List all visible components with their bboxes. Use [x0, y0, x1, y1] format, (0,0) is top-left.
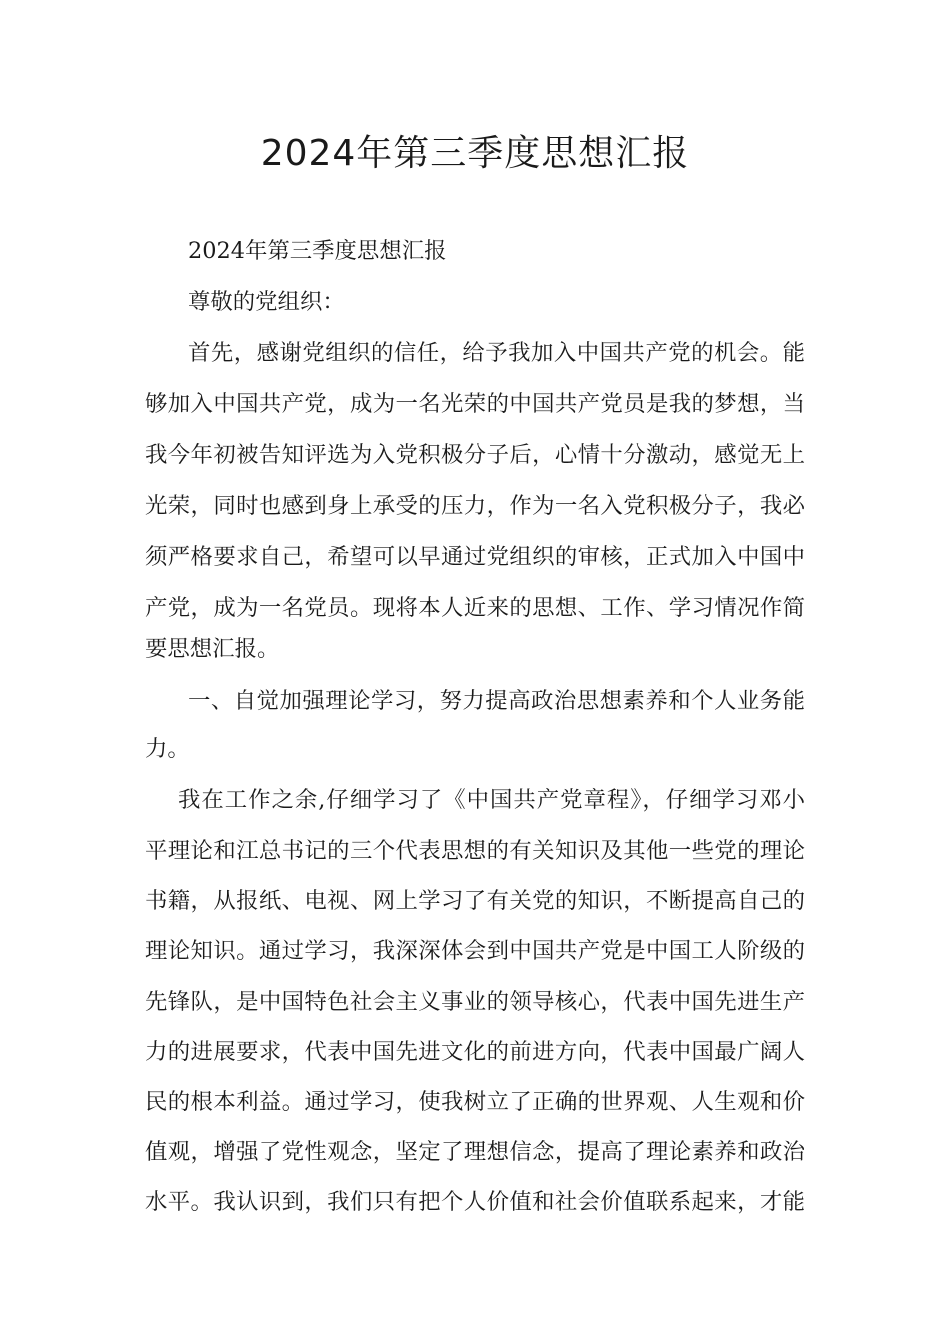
body-line: 民的根本利益。通过学习，使我树立了正确的世界观、人生观和价	[145, 1089, 805, 1115]
section-heading-line: 一、自觉加强理论学习，努力提高政治思想素养和个人业务能	[188, 688, 805, 714]
body-line: 平理论和江总书记的三个代表思想的有关知识及其他一些党的理论	[145, 838, 805, 864]
body-line: 先锋队，是中国特色社会主义事业的领导核心，代表中国先进生产	[145, 989, 805, 1015]
document-title: 2024年第三季度思想汇报	[260, 133, 690, 174]
salutation-line: 尊敬的党组织：	[188, 289, 345, 315]
body-line: 产党，成为一名党员。现将本人近来的思想、工作、学习情况作简	[145, 595, 805, 621]
body-line: 我在工作之余,仔细学习了《中国共产党章程》，仔细学习邓小	[178, 787, 805, 813]
body-line: 理论知识。通过学习，我深深体会到中国共产党是中国工人阶级的	[145, 938, 805, 964]
subtitle-line: 2024年第三季度思想汇报	[188, 238, 447, 264]
body-line: 值观，增强了党性观念，坚定了理想信念，提高了理论素养和政治	[145, 1139, 805, 1165]
body-line: 须严格要求自己，希望可以早通过党组织的审核，正式加入中国中	[145, 544, 805, 570]
body-line: 力的进展要求，代表中国先进文化的前进方向，代表中国最广阔人	[145, 1039, 805, 1065]
body-line: 首先，感谢党组织的信任，给予我加入中国共产党的机会。能	[188, 340, 805, 366]
section-heading-line: 力。	[145, 736, 190, 762]
body-line: 光荣，同时也感到身上承受的压力，作为一名入党积极分子，我必	[145, 493, 805, 519]
body-line: 我今年初被告知评选为入党积极分子后，心情十分激动，感觉无上	[145, 442, 805, 468]
body-line: 够加入中国共产党，成为一名光荣的中国共产党员是我的梦想，当	[145, 391, 805, 417]
body-line: 水平。我认识到，我们只有把个人价值和社会价值联系起来，才能	[145, 1189, 805, 1215]
body-line: 书籍，从报纸、电视、网上学习了有关党的知识，不断提高自己的	[145, 888, 805, 914]
body-line: 要思想汇报。	[145, 636, 280, 662]
